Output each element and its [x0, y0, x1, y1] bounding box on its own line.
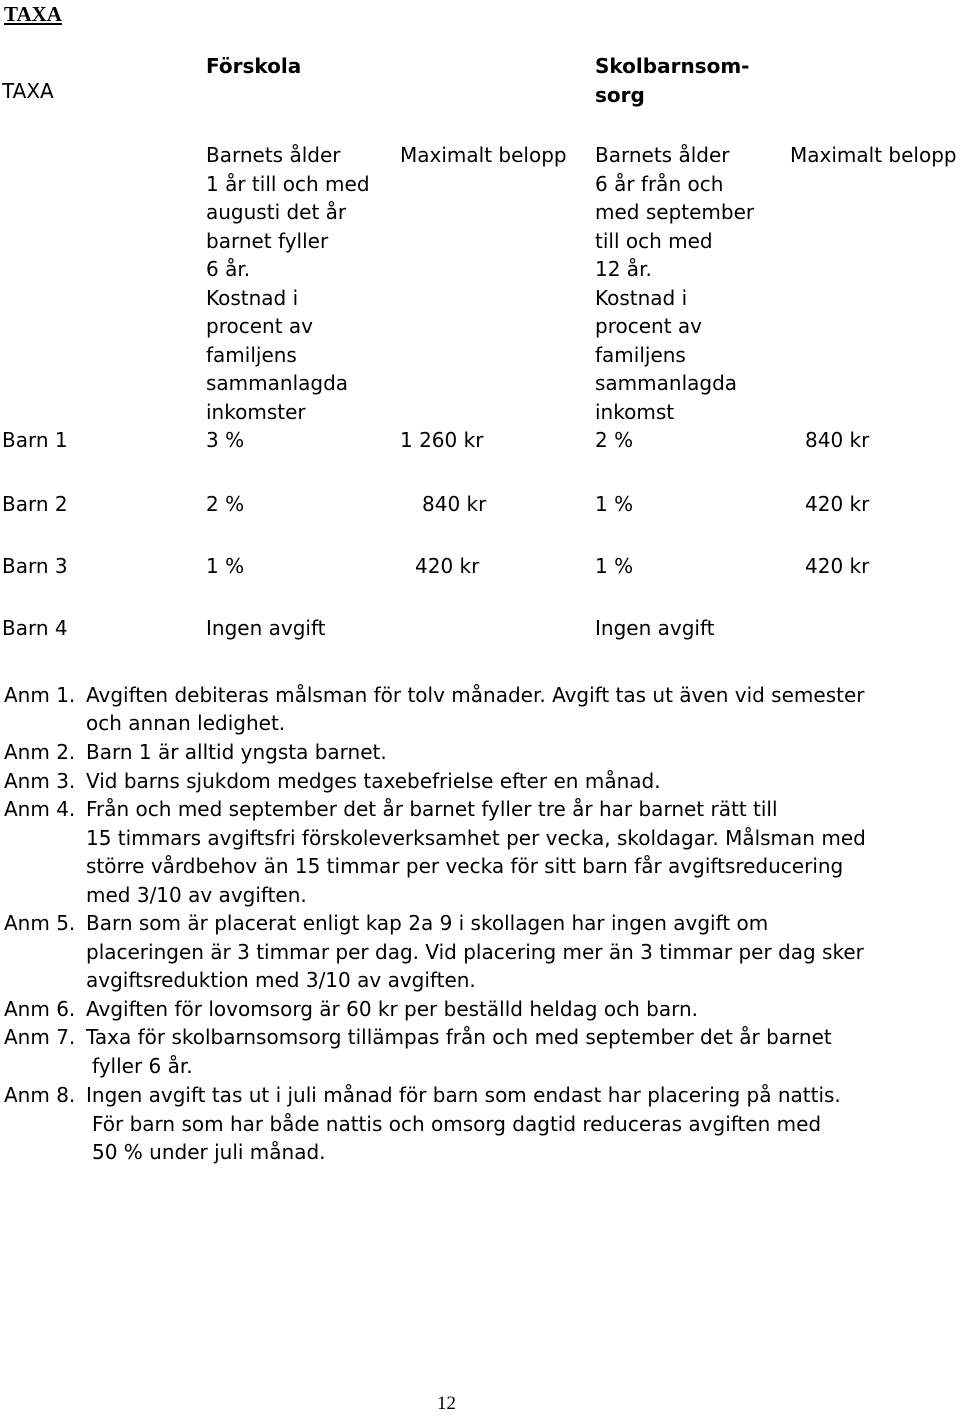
- row-label: Barn 4: [2, 616, 68, 640]
- skolbarn-max: 420 kr: [805, 554, 870, 578]
- note-text: med 3/10 av avgiften.: [86, 883, 307, 907]
- note-text: större vårdbehov än 15 timmar per vecka för sitt barn får avgiftsreducering: [86, 854, 844, 878]
- note-label: Anm 4.: [4, 797, 76, 821]
- note-label: Anm 6.: [4, 997, 76, 1021]
- note-text: Taxa för skolbarnsomsorg tillämpas från och med september det år barnet: [86, 1025, 832, 1049]
- note-text: avgiftsreduktion med 3/10 av avgiften.: [86, 968, 476, 992]
- skolbarn-percent: Ingen avgift: [595, 616, 715, 640]
- note-label: Anm 5.: [4, 911, 76, 935]
- skolbarn-max-header: Maximalt belopp: [790, 143, 957, 167]
- note-text: placeringen är 3 timmar per dag. Vid placering mer än 3 timmar per dag sker: [86, 940, 864, 964]
- forskola-percent: 2 %: [206, 492, 245, 516]
- skolbarn-max: 840 kr: [805, 428, 870, 452]
- note-anm-1: [4, 681, 954, 738]
- note-label: Anm 1.: [4, 683, 76, 707]
- note-text: Från och med september det år barnet fyller tre år har barnet rätt till: [86, 797, 778, 821]
- page-heading: TAXA: [4, 2, 62, 26]
- note-text: För barn som har både nattis och omsorg dagtid reduceras avgiften med: [92, 1112, 822, 1136]
- forskola-percent: Ingen avgift: [206, 616, 326, 640]
- note-text: Ingen avgift tas ut i juli månad för barn som endast har placering på nattis.: [86, 1083, 841, 1107]
- note-label: Anm 2.: [4, 740, 76, 764]
- forskola-age-header: Barnets ålder 1 år till och med augusti det år barnet fyller 6 år. Kostnad i procent av familjens sammanlagda inkomster: [206, 143, 370, 424]
- note-text: 15 timmars avgiftsfri förskoleverksamhet per vecka, skoldagar. Målsman med: [86, 826, 866, 850]
- forskola-max: 840 kr: [422, 492, 487, 516]
- table-corner-label: TAXA: [2, 79, 54, 103]
- section-skolbarnsomsorg-line1: Skolbarnsom-: [595, 54, 750, 78]
- skolbarn-percent: 1 %: [595, 554, 634, 578]
- note-text: och annan ledighet.: [86, 711, 286, 735]
- page-number: 12: [437, 1393, 456, 1414]
- skolbarn-percent: 2 %: [595, 428, 634, 452]
- note-text: Vid barns sjukdom medges taxebefrielse efter en månad.: [86, 769, 661, 793]
- skolbarn-age-header: Barnets ålder 6 år från och med september till och med 12 år. Kostnad i procent av familjens sammanlagda inkomst: [595, 143, 755, 424]
- note-text: fyller 6 år.: [92, 1054, 193, 1078]
- forskola-max-header: Maximalt belopp: [400, 143, 567, 167]
- forskola-percent: 1 %: [206, 554, 245, 578]
- forskola-max: 1 260 kr: [400, 428, 484, 452]
- note-label: Anm 3.: [4, 769, 76, 793]
- note-label: Anm 7.: [4, 1025, 76, 1049]
- note-label: Anm 8.: [4, 1083, 76, 1107]
- note-text: 50 % under juli månad.: [92, 1140, 326, 1164]
- note-text: Barn 1 är alltid yngsta barnet.: [86, 740, 387, 764]
- forskola-max: 420 kr: [415, 554, 480, 578]
- skolbarn-max: 420 kr: [805, 492, 870, 516]
- row-label: Barn 1: [2, 428, 68, 452]
- skolbarn-percent: 1 %: [595, 492, 634, 516]
- section-forskola: Förskola: [206, 54, 302, 78]
- row-label: Barn 3: [2, 554, 68, 578]
- forskola-percent: 3 %: [206, 428, 245, 452]
- note-text: Barn som är placerat enligt kap 2a 9 i skollagen har ingen avgift om: [86, 911, 769, 935]
- note-text: Avgiften för lovomsorg är 60 kr per beställd heldag och barn.: [86, 997, 698, 1021]
- row-label: Barn 2: [2, 492, 68, 516]
- note-text: Avgiften debiteras målsman för tolv månader. Avgift tas ut även vid semester: [86, 683, 865, 707]
- section-skolbarnsomsorg-line2: sorg: [595, 83, 645, 107]
